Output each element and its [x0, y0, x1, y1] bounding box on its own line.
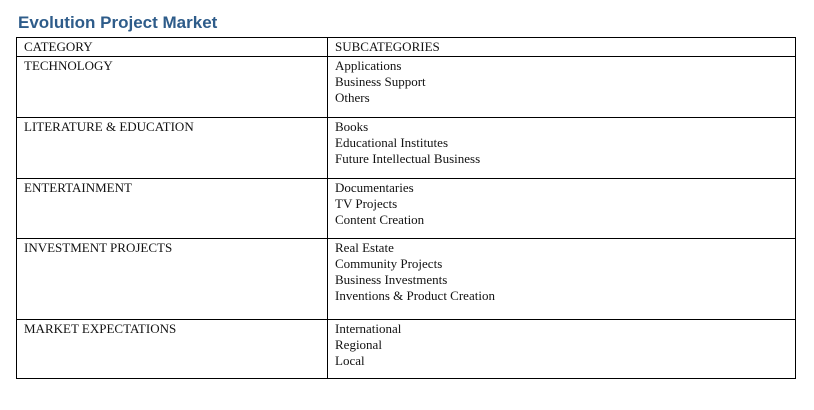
- subcategory-item: Others: [335, 90, 370, 105]
- category-cell: TECHNOLOGY: [17, 57, 328, 118]
- category-cell: MARKET EXPECTATIONS: [17, 320, 328, 379]
- subcategory-item: Educational Institutes: [335, 135, 449, 150]
- subcategory-item: Content Creation: [335, 212, 425, 227]
- table-row: [17, 118, 796, 179]
- category-cell: LITERATURE & EDUCATION: [17, 118, 328, 179]
- document-title: Evolution Project Market: [18, 13, 218, 32]
- subcategory-item: TV Projects: [335, 196, 398, 211]
- subcategory-item: Documentaries: [335, 180, 414, 195]
- subcategory-item: Business Investments: [335, 272, 448, 287]
- subcategories-cell: [328, 118, 796, 179]
- table-row: [17, 57, 796, 118]
- subcategory-item: International: [335, 321, 402, 336]
- subcategories-cell: [328, 179, 796, 239]
- subcategory-item: Books: [335, 119, 369, 134]
- subcategory-item: Applications: [335, 58, 402, 73]
- market-table: [16, 37, 796, 379]
- subcategories-cell: [328, 239, 796, 320]
- header-subcategories: SUBCATEGORIES: [328, 38, 796, 57]
- subcategory-item: Real Estate: [335, 240, 394, 255]
- table-row: [17, 320, 796, 379]
- subcategories-cell: [328, 57, 796, 118]
- subcategory-item: Future Intellectual Business: [335, 151, 481, 166]
- category-cell: INVESTMENT PROJECTS: [17, 239, 328, 320]
- subcategory-item: Business Support: [335, 74, 426, 89]
- header-category: CATEGORY: [17, 38, 328, 57]
- subcategories-cell: [328, 320, 796, 379]
- subcategory-item: Local: [335, 353, 365, 368]
- table-header-row: [17, 38, 796, 57]
- subcategory-item: Inventions & Product Creation: [335, 288, 495, 303]
- category-cell: ENTERTAINMENT: [17, 179, 328, 239]
- table-row: [17, 179, 796, 239]
- subcategory-item: Community Projects: [335, 256, 443, 271]
- table-row: [17, 239, 796, 320]
- subcategory-item: Regional: [335, 337, 382, 352]
